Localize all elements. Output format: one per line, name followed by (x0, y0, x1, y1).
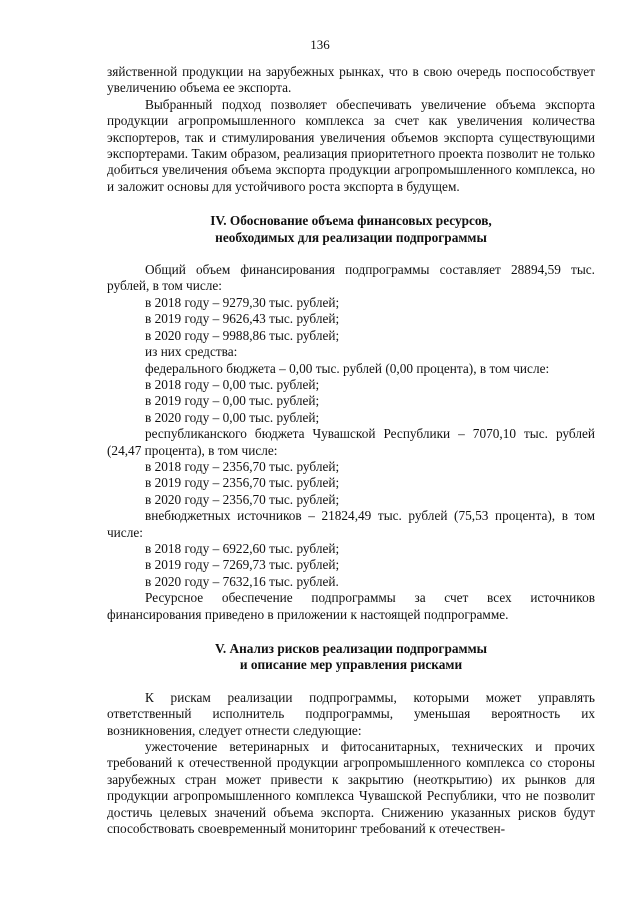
risks-intro: К рискам реализации подпрограммы, которыми может управлять ответственный исполнитель подпрограммы, уменьшая вероятность их возникновения, следует отнести следующие: (107, 689, 595, 738)
section-5-heading (107, 641, 595, 674)
section-4-heading (107, 213, 595, 246)
risk-paragraph-1: ужесточение ветеринарных и фитосанитарных, технических и прочих требований к отечественной продукции агропромышленного комплекса со стороны зарубежных стран может привести к закрытию (неоткрытию) их рынков для продукции агропромышленного комплекса Чувашской Республики, что не позволит достичь целевых значений объема экспорта. Снижению указанных рисков будут способствовать своевременный мониторинг требований к отечествен- (107, 739, 595, 837)
extrabudget-year-2020: в 2020 году – 7632,16 тыс. рублей. (145, 573, 339, 589)
federal-budget-line: федерального бюджета – 0,00 тыс. рублей (0,00 процента), в том числе: (145, 360, 550, 376)
extrabudget-year-2018: в 2018 году – 6922,60 тыс. рублей; (145, 540, 340, 556)
federal-year-2019: в 2019 году – 0,00 тыс. рублей; (145, 393, 320, 409)
section-4-title-line2: необходимых для реализации подпрограммы (215, 229, 487, 245)
federal-year-2020: в 2020 году – 0,00 тыс. рублей; (145, 409, 320, 425)
total-year-2018: в 2018 году – 9279,30 тыс. рублей; (145, 294, 340, 310)
total-year-2019: в 2019 году – 9626,43 тыс. рублей; (145, 311, 340, 327)
resource-note: Ресурсное обеспечение подпрограммы за счет всех источников финансирования приведено в приложении к настоящей подпрограмме. (107, 590, 595, 622)
section-4-title-line1: IV. Обоснование объема финансовых ресурсов, (210, 213, 492, 229)
total-year-2020: в 2020 году – 9988,86 тыс. рублей; (145, 327, 340, 343)
extrabudget-line: внебюджетных источников – 21824,49 тыс. рублей (75,53 процента), в том числе: (107, 508, 595, 540)
section-5-title-line1: V. Анализ рисков реализации подпрограммы (214, 641, 488, 656)
paragraph-approach: Выбранный подход позволяет обеспечивать увеличение объема экспорта продукции агропромышленного комплекса за счет как увеличения количества экспортеров, так и стимулирования увеличения объемов экспорта существующими экспортерами. Таким образом, реализация приоритетного проекта позволит не только добиться увеличения объема экспорта продукции агропромышленного комплекса, но и заложит основы для устойчивого роста экспорта в будущем. (107, 96, 595, 194)
federal-year-2018: в 2018 году – 0,00 тыс. рублей; (145, 376, 320, 392)
page-content (107, 64, 595, 837)
page-number: 136 (310, 37, 330, 52)
republic-year-2020: в 2020 году – 2356,70 тыс. рублей; (145, 491, 340, 507)
republic-year-2019: в 2019 году – 2356,70 тыс. рублей; (145, 475, 340, 491)
section-5-title-line2: и описание мер управления рисками (239, 657, 463, 673)
paragraph-continuation: зяйственной продукции на зарубежных рынках, что в свою очередь поспособствует увеличению объема ее экспорта. (107, 64, 595, 96)
republic-budget-line: республиканского бюджета Чувашской Республики – 7070,10 тыс. рублей (24,47 процента), в том числе: (107, 426, 595, 458)
of-which-label: из них средства: (145, 344, 238, 360)
extrabudget-year-2019: в 2019 году – 7269,73 тыс. рублей; (145, 557, 340, 573)
financing-intro: Общий объем финансирования подпрограммы составляет 28894,59 тыс. рублей, в том числе: (107, 262, 595, 294)
republic-year-2018: в 2018 году – 2356,70 тыс. рублей; (145, 458, 340, 474)
